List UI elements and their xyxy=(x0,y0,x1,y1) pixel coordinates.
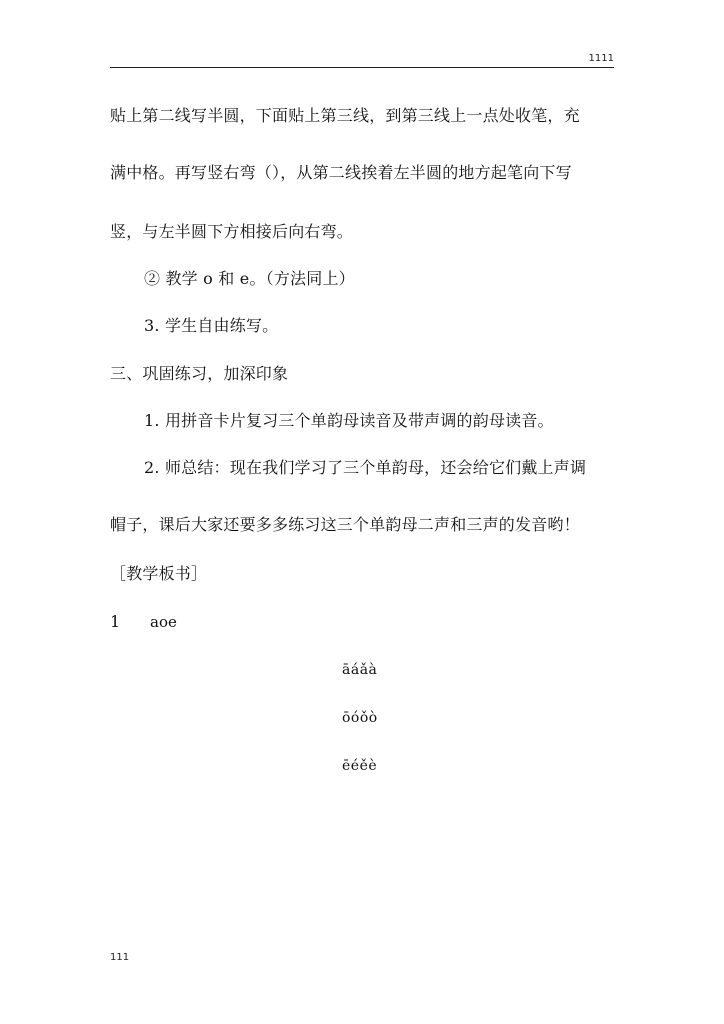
text-line: 贴上第二线写半圆，下面贴上第三线，到第三线上一点处收笔，充 xyxy=(110,106,580,125)
text-line: 3. 学生自由练写。 xyxy=(144,316,279,335)
tone-row-e: ēéěè xyxy=(342,758,378,774)
board-number: 1 xyxy=(110,612,121,631)
text-line: 帽子，课后大家还要多多练习这三个单韵母二声和三声的发音哟！ xyxy=(110,515,580,534)
section-heading: 三、巩固练习，加深印象 xyxy=(110,364,289,383)
text-line: 2. 师总结：现在我们学习了三个单韵母，还会给它们戴上声调 xyxy=(144,458,587,477)
header-rule xyxy=(110,67,614,68)
text-line: 1. 用拼音卡片复习三个单韵母读音及带声调的韵母读音。 xyxy=(144,411,554,430)
text-line: ② 教学 o 和 e。（方法同上） xyxy=(144,269,355,288)
tone-row-a: āáǎà xyxy=(342,662,378,678)
text-line: 竖，与左半圆下方相接后向右弯。 xyxy=(110,222,354,241)
page-footer-number: 111 xyxy=(110,952,130,963)
page-header-number: 1111 xyxy=(588,53,614,64)
tone-row-o: ōóǒò xyxy=(342,710,378,726)
board-letters: aoe xyxy=(150,613,177,631)
text-line: 满中格。再写竖右弯（），从第二线挨着左半圆的地方起笔向下写 xyxy=(110,163,572,182)
board-heading: ［教学板书］ xyxy=(110,564,208,583)
